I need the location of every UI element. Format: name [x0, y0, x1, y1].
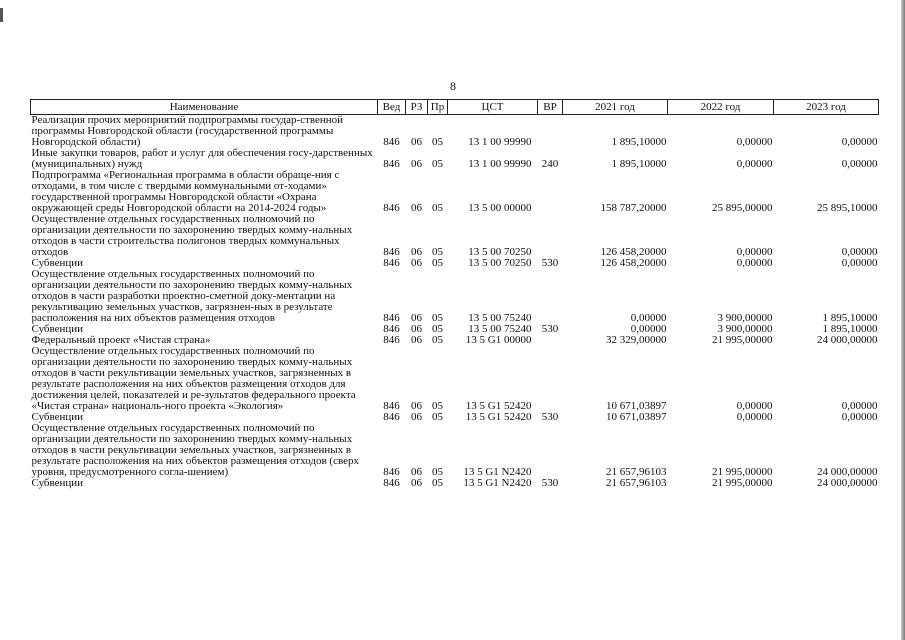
row-2022: 21 995,00000: [712, 466, 773, 478]
row-pr: 05: [432, 312, 443, 324]
row-name: Субвенции: [31, 257, 84, 269]
row-ved: 846: [383, 136, 400, 148]
row-2022: 0,00000: [736, 158, 773, 170]
table-row: [31, 214, 879, 258]
table-row: [31, 115, 879, 149]
row-vr: [538, 170, 563, 214]
row-2023: 0,00000: [841, 136, 878, 148]
table-row: [31, 170, 879, 214]
row-2022: 0,00000: [736, 411, 773, 423]
row-name: Осуществление отдельных государственных полномочий по организации деятельности по захоронению твердых комму-нальных отходов в части разработки проектно-сметной доку-ментации на рекультивацию земельных участков, загрязнен-ных в результате расположения на них объектов размещения отходов: [31, 268, 353, 324]
row-cst: 13 1 00 99990: [468, 136, 532, 148]
row-pr: 05: [432, 246, 443, 258]
page-number: 8: [450, 79, 456, 93]
row-2022: 3 900,00000: [717, 323, 773, 335]
row-name: Осуществление отдельных государственных полномочий по организации деятельности по захоронению твердых комму-нальных отходов в части рекультивации земельных участков, загрязненных в результате расположения на них объектов размещения отходов (сверх уровня, предусмотренного согла-шением): [31, 422, 359, 478]
row-cst: 13 5 G1 N2420: [463, 466, 532, 478]
row-2021: 126 458,20000: [600, 246, 667, 258]
row-pr: 05: [432, 334, 443, 346]
row-pr: 05: [432, 257, 443, 269]
row-2022: 25 895,00000: [712, 202, 773, 214]
row-rz: 06: [411, 477, 422, 489]
header-2021: 2021 год: [563, 100, 668, 115]
header-vr: ВР: [538, 100, 563, 115]
row-2021: 32 329,00000: [606, 334, 667, 346]
table-header-row: [31, 100, 879, 115]
row-cst: 13 5 G1 N2420: [463, 477, 532, 489]
header-name: Наименование: [31, 100, 378, 115]
row-2022: 0,00000: [736, 257, 773, 269]
row-name: Осуществление отдельных государственных полномочий по организации деятельности по захоронению твердых комму-нальных отходов в части рекультивации земельных участков, загрязненных в результате расположения на них объектов размещения отходов для достижения целей, показателей и ре-зультатов федерального проекта «Чистая страна» националь-ного проекта «Экология»: [31, 345, 356, 412]
row-2023: 0,00000: [841, 400, 878, 412]
row-ved: 846: [383, 411, 400, 423]
row-2021: 1 895,10000: [611, 136, 667, 148]
row-2022: 0,00000: [736, 136, 773, 148]
header-2022: 2022 год: [668, 100, 774, 115]
row-2022: 0,00000: [736, 246, 773, 258]
row-2023: 0,00000: [841, 257, 878, 269]
row-rz: 06: [411, 158, 422, 170]
row-2022: 0,00000: [736, 400, 773, 412]
row-name: Реализация прочих мероприятий подпрограммы государ-ственной программы Новгородской области (государственной программы Новгородской области): [31, 114, 344, 148]
table-row: [31, 478, 879, 489]
row-ved: 846: [383, 202, 400, 214]
row-2023: 24 000,00000: [817, 477, 878, 489]
header-ved: Вед: [378, 100, 406, 115]
row-rz: 06: [411, 246, 422, 258]
row-vr: [538, 346, 563, 412]
row-rz: 06: [411, 136, 422, 148]
table-row: [31, 346, 879, 412]
row-2021: 21 657,96103: [606, 466, 667, 478]
header-rz: РЗ: [406, 100, 428, 115]
row-cst: 13 1 00 99990: [468, 158, 532, 170]
row-cst: 13 5 00 70250: [468, 257, 532, 269]
row-vr: [538, 423, 563, 478]
table-row: [31, 269, 879, 324]
header-2023: 2023 год: [774, 100, 879, 115]
row-2023: 24 000,00000: [817, 334, 878, 346]
row-cst: 13 5 G1 00000: [465, 334, 532, 346]
row-ved: 846: [383, 400, 400, 412]
row-ved: 846: [383, 312, 400, 324]
row-ved: 846: [383, 246, 400, 258]
row-name: Субвенции: [31, 477, 84, 489]
row-cst: 13 5 00 75240: [468, 323, 532, 335]
row-2021: 1 895,10000: [611, 158, 667, 170]
row-2021: 10 671,03897: [606, 400, 667, 412]
row-name: Осуществление отдельных государственных полномочий по организации деятельности по захоронению твердых комму-нальных отходов в части строительства полигонов твердых коммунальных отходов: [31, 213, 353, 258]
row-2022: 21 995,00000: [712, 477, 773, 489]
row-name: Субвенции: [31, 323, 84, 335]
row-pr: 05: [432, 136, 443, 148]
row-pr: 05: [432, 323, 443, 335]
row-cst: 13 5 G1 52420: [465, 400, 532, 412]
header-pr: Пр: [428, 100, 448, 115]
row-pr: 05: [432, 400, 443, 412]
row-pr: 05: [432, 202, 443, 214]
row-rz: 06: [411, 202, 422, 214]
row-2021: 158 787,20000: [600, 202, 667, 214]
row-pr: 05: [432, 466, 443, 478]
row-name: Подпрограмма «Региональная программа в области обраще-ния с отходами, в том числе с твердыми коммунальными от-ходами» государственной программы Новгородской области «Охрана окружающей среды Новгородской области на 2014-2024 годы»: [31, 169, 340, 214]
row-2023: 24 000,00000: [817, 466, 878, 478]
row-vr: 530: [541, 257, 559, 269]
row-2021: 21 657,96103: [606, 477, 667, 489]
row-vr: [538, 115, 563, 149]
row-2023: 1 895,10000: [822, 312, 878, 324]
row-vr: [538, 269, 563, 324]
row-2023: 0,00000: [841, 246, 878, 258]
row-2023: 25 895,10000: [817, 202, 878, 214]
row-rz: 06: [411, 257, 422, 269]
row-vr: [538, 335, 563, 346]
row-cst: 13 5 00 00000: [468, 202, 532, 214]
row-name: Субвенции: [31, 411, 84, 423]
row-pr: 05: [432, 477, 443, 489]
row-ved: 846: [383, 257, 400, 269]
row-cst: 13 5 00 70250: [468, 246, 532, 258]
row-ved: 846: [383, 334, 400, 346]
row-name: Федеральный проект «Чистая страна»: [31, 334, 211, 346]
budget-table: [30, 99, 879, 489]
row-ved: 846: [383, 466, 400, 478]
row-2021: 126 458,20000: [600, 257, 667, 269]
row-vr: 530: [541, 323, 559, 335]
row-rz: 06: [411, 400, 422, 412]
row-rz: 06: [411, 334, 422, 346]
scan-mark-top-left: [0, 8, 3, 22]
row-2022: 21 995,00000: [712, 334, 773, 346]
row-pr: 05: [432, 158, 443, 170]
row-ved: 846: [383, 158, 400, 170]
row-rz: 06: [411, 411, 422, 423]
row-ved: 846: [383, 323, 400, 335]
row-2023: 0,00000: [841, 158, 878, 170]
row-2023: 0,00000: [841, 411, 878, 423]
row-pr: 05: [432, 411, 443, 423]
row-ved: 846: [383, 477, 400, 489]
table-row: [31, 148, 879, 170]
table-row: [31, 423, 879, 478]
row-vr: 530: [541, 411, 559, 423]
row-rz: 06: [411, 466, 422, 478]
row-2021: 10 671,03897: [606, 411, 667, 423]
row-2023: 1 895,10000: [822, 323, 878, 335]
row-vr: 530: [541, 477, 559, 489]
row-2021: 0,00000: [630, 323, 667, 335]
row-vr: 240: [541, 158, 559, 170]
header-cst: ЦСТ: [448, 100, 538, 115]
row-vr: [538, 214, 563, 258]
row-name: Иные закупки товаров, работ и услуг для обеспечения госу-дарственных (муниципальных) нужд: [31, 147, 373, 170]
budget-table-container: [30, 99, 878, 489]
scan-edge-right: [901, 0, 905, 640]
row-2022: 3 900,00000: [717, 312, 773, 324]
row-cst: 13 5 G1 52420: [465, 411, 532, 423]
row-cst: 13 5 00 75240: [468, 312, 532, 324]
row-rz: 06: [411, 323, 422, 335]
row-2021: 0,00000: [630, 312, 667, 324]
row-rz: 06: [411, 312, 422, 324]
